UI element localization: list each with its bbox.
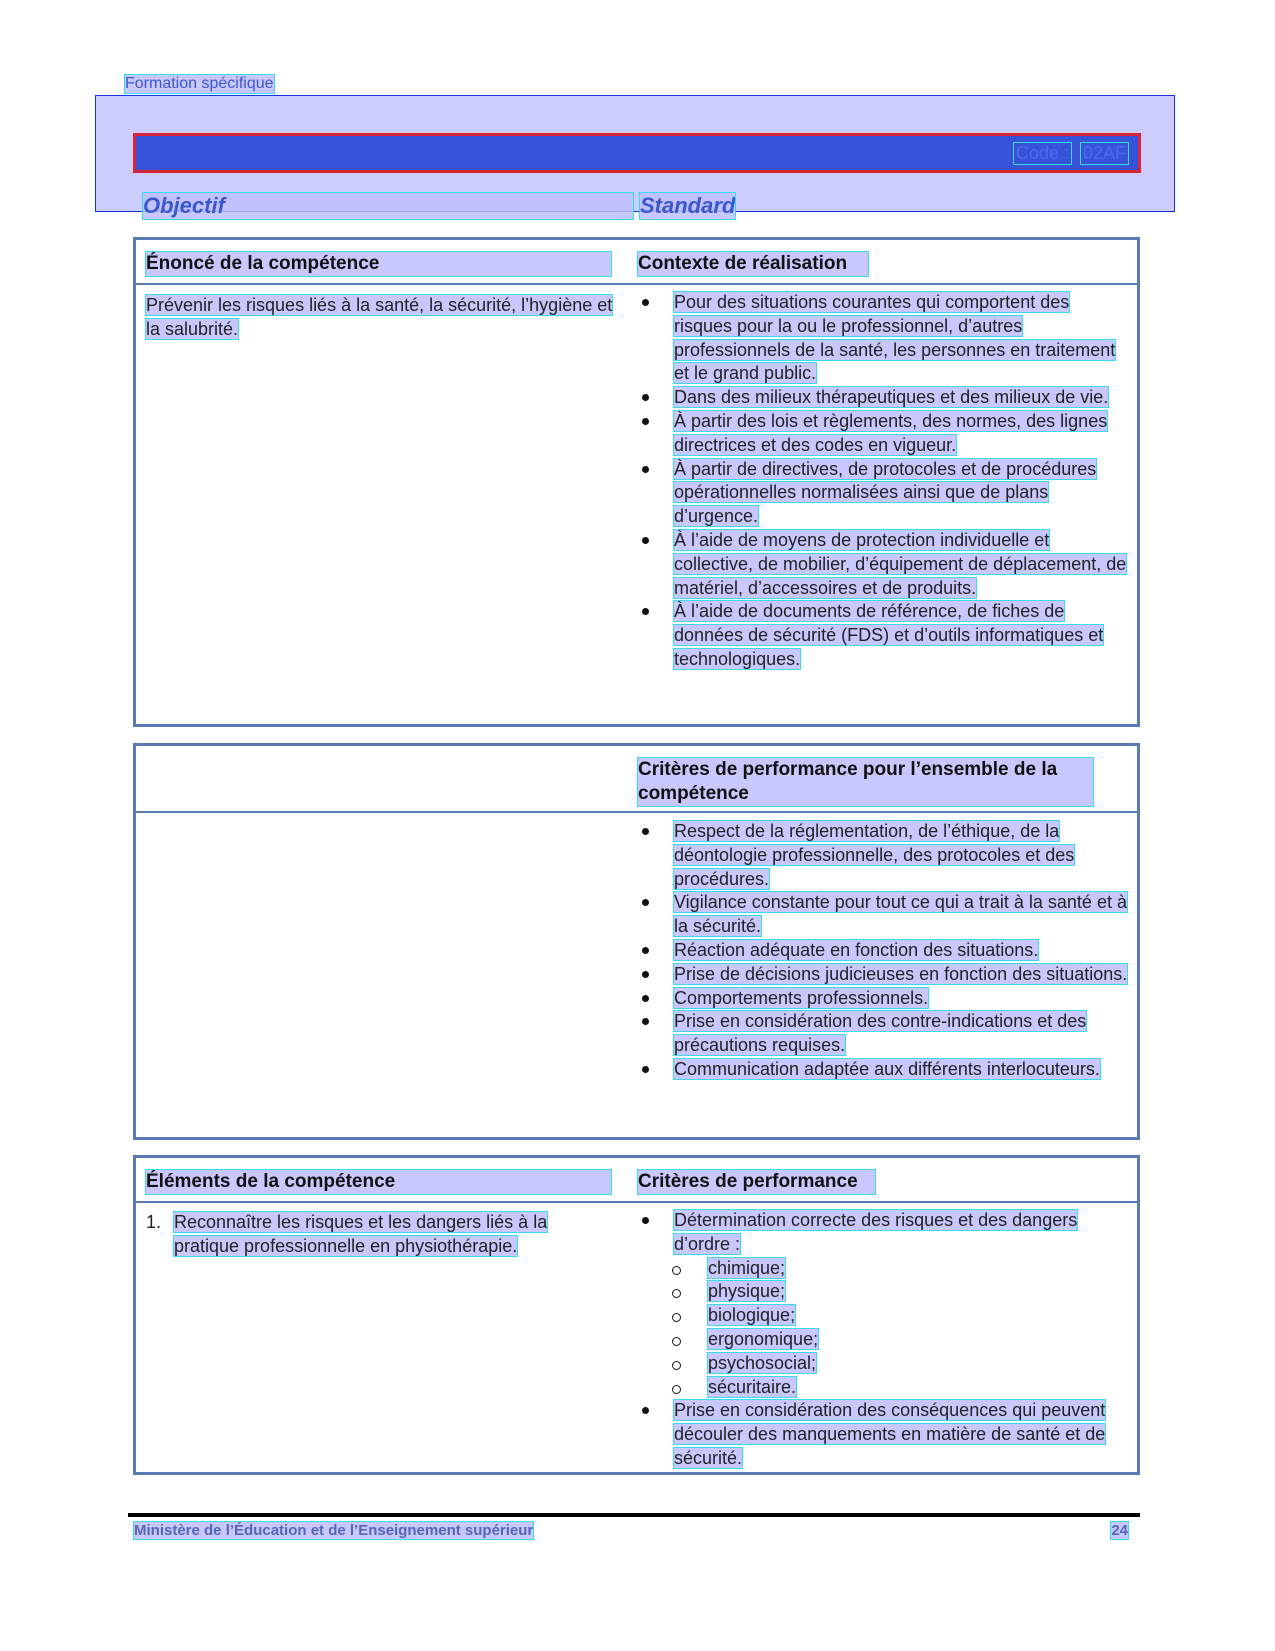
- document-section-label: Formation spécifique: [125, 75, 274, 92]
- bullet-icon: [642, 995, 649, 1002]
- item-text: À l’aide de documents de référence, de fiches de données de sécurité (FDS) et d’outils informatiques et technologiques.: [674, 601, 1104, 669]
- list-item: [638, 891, 1128, 939]
- circle-bullet-icon: [672, 1289, 681, 1298]
- list-item: [638, 820, 1128, 891]
- competence-panel: [133, 237, 1140, 727]
- item-text: Dans des milieux thérapeutiques et des milieux de vie.: [674, 387, 1109, 408]
- contexte-heading: Contexte de réalisation: [638, 252, 868, 276]
- item-text: À partir des lois et règlements, des normes, des lignes directrices et des codes en vigueur.: [674, 410, 1108, 455]
- item-text: Comportements professionnels.: [674, 987, 929, 1008]
- list-item: [638, 1399, 1128, 1470]
- enonce-text-content: Prévenir les risques liés à la santé, la sécurité, l’hygiène et la salubrité.: [146, 295, 613, 339]
- code-value: 02AF: [1082, 143, 1126, 163]
- item-text: Communication adaptée aux différents interlocuteurs.: [674, 1058, 1100, 1079]
- contexte-list: [638, 291, 1128, 672]
- criteres-heading: Critères de performance: [638, 1170, 875, 1194]
- circle-bullet-icon: [672, 1385, 681, 1394]
- sub-item-text: sécuritaire.: [708, 1376, 797, 1397]
- item-text: Prise en considération des conséquences qui peuvent découler des manquements en matière de santé et de sécurité.: [674, 1400, 1106, 1468]
- list-item: [638, 939, 1128, 963]
- sub-item-text: biologique;: [708, 1305, 796, 1326]
- criteres-list: [638, 1209, 1128, 1471]
- bullet-icon: [642, 299, 649, 306]
- circle-bullet-icon: [672, 1313, 681, 1322]
- element-text: Reconnaître les risques et les dangers liés à la pratique professionnelle en physiothérapie.: [174, 1212, 548, 1256]
- standard-title: Standard: [640, 193, 736, 218]
- bullet-icon: [642, 947, 649, 954]
- element-number: 1.: [146, 1212, 162, 1232]
- code-label: Code :: [1015, 143, 1069, 163]
- bullet-icon: [642, 394, 649, 401]
- item-text: Prise de décisions judicieuses en fonction des situations.: [674, 963, 1128, 984]
- list-item: [638, 386, 1128, 410]
- item-text: Vigilance constante pour tout ce qui a trait à la santé et à la sécurité.: [674, 892, 1127, 937]
- enonce-heading: Énoncé de la compétence: [146, 252, 611, 276]
- list-item: [638, 1010, 1128, 1058]
- criteres-ensemble-heading: Critères de performance pour l’ensemble de la compétence: [638, 758, 1093, 806]
- list-item: [638, 987, 1128, 1011]
- list-item: [638, 963, 1128, 987]
- sub-list-item: [672, 1328, 1128, 1352]
- sub-item-text: ergonomique;: [708, 1328, 819, 1349]
- header-rule: [136, 1201, 1137, 1203]
- bullet-icon: [642, 971, 649, 978]
- footer-rule: [128, 1513, 1140, 1517]
- elements-heading: Éléments de la compétence: [146, 1170, 611, 1194]
- item-text: Prise en considération des contre-indications et des précautions requises.: [674, 1011, 1087, 1056]
- code-bar: [133, 133, 1141, 173]
- element-item: [146, 1210, 616, 1258]
- bullet-icon: [642, 1066, 649, 1073]
- sub-list: [672, 1257, 1128, 1400]
- bullet-icon: [642, 537, 649, 544]
- bullet-icon: [642, 1217, 649, 1224]
- bullet-icon: [642, 899, 649, 906]
- item-text: Respect de la réglementation, de l’éthique, de la déontologie professionnelle, des protocoles et des procédures.: [674, 821, 1075, 889]
- sub-item-text: psychosocial;: [708, 1352, 817, 1373]
- enonce-text: [146, 293, 616, 341]
- sub-item-text: physique;: [708, 1281, 786, 1302]
- list-item: [638, 1209, 1128, 1399]
- circle-bullet-icon: [672, 1266, 681, 1275]
- item-text: À partir de directives, de protocoles et de procédures opérationnelles normalisées ainsi que de plans d’urgence.: [674, 458, 1097, 527]
- item-text: Réaction adéquate en fonction des situations.: [674, 939, 1039, 960]
- bullet-icon: [642, 828, 649, 835]
- bullet-icon: [642, 418, 649, 425]
- sub-list-item: [672, 1257, 1128, 1281]
- code-label-group: [1014, 143, 1128, 164]
- criteres-ensemble-list: [638, 820, 1128, 1082]
- item-text: Pour des situations courantes qui comportent des risques pour la ou le professionnel, d’autres professionnels de la santé, les personnes en traitement et le grand public.: [674, 292, 1116, 384]
- page-number: 24: [1111, 1522, 1128, 1539]
- sub-list-item: [672, 1304, 1128, 1328]
- bullet-icon: [642, 1018, 649, 1025]
- sub-item-text: chimique;: [708, 1257, 786, 1278]
- header-rule: [136, 283, 1137, 285]
- bullet-icon: [642, 608, 649, 615]
- list-item: [638, 458, 1128, 529]
- bullet-icon: [642, 466, 649, 473]
- list-item: [638, 1058, 1128, 1082]
- sub-list-item: [672, 1376, 1128, 1400]
- sub-list-item: [672, 1280, 1128, 1304]
- objectif-title: Objectif: [143, 193, 633, 219]
- circle-bullet-icon: [672, 1361, 681, 1370]
- item-text: Détermination correcte des risques et des dangers d’ordre :: [674, 1210, 1078, 1254]
- item-text: À l’aide de moyens de protection individuelle et collective, de mobilier, d’équipement de déplacement, de matériel, d’accessoires et de produits.: [674, 529, 1127, 598]
- header-rule: [136, 811, 1137, 813]
- list-item: [638, 291, 1128, 386]
- sub-list-item: [672, 1352, 1128, 1376]
- circle-bullet-icon: [672, 1337, 681, 1346]
- list-item: [638, 600, 1128, 671]
- bullet-icon: [642, 1407, 649, 1414]
- elements-panel: [133, 1155, 1140, 1475]
- footer-ministry: Ministère de l’Éducation et de l’Enseignement supérieur: [134, 1522, 534, 1539]
- criteria-global-panel: [133, 743, 1140, 1140]
- list-item: [638, 529, 1128, 600]
- list-item: [638, 410, 1128, 458]
